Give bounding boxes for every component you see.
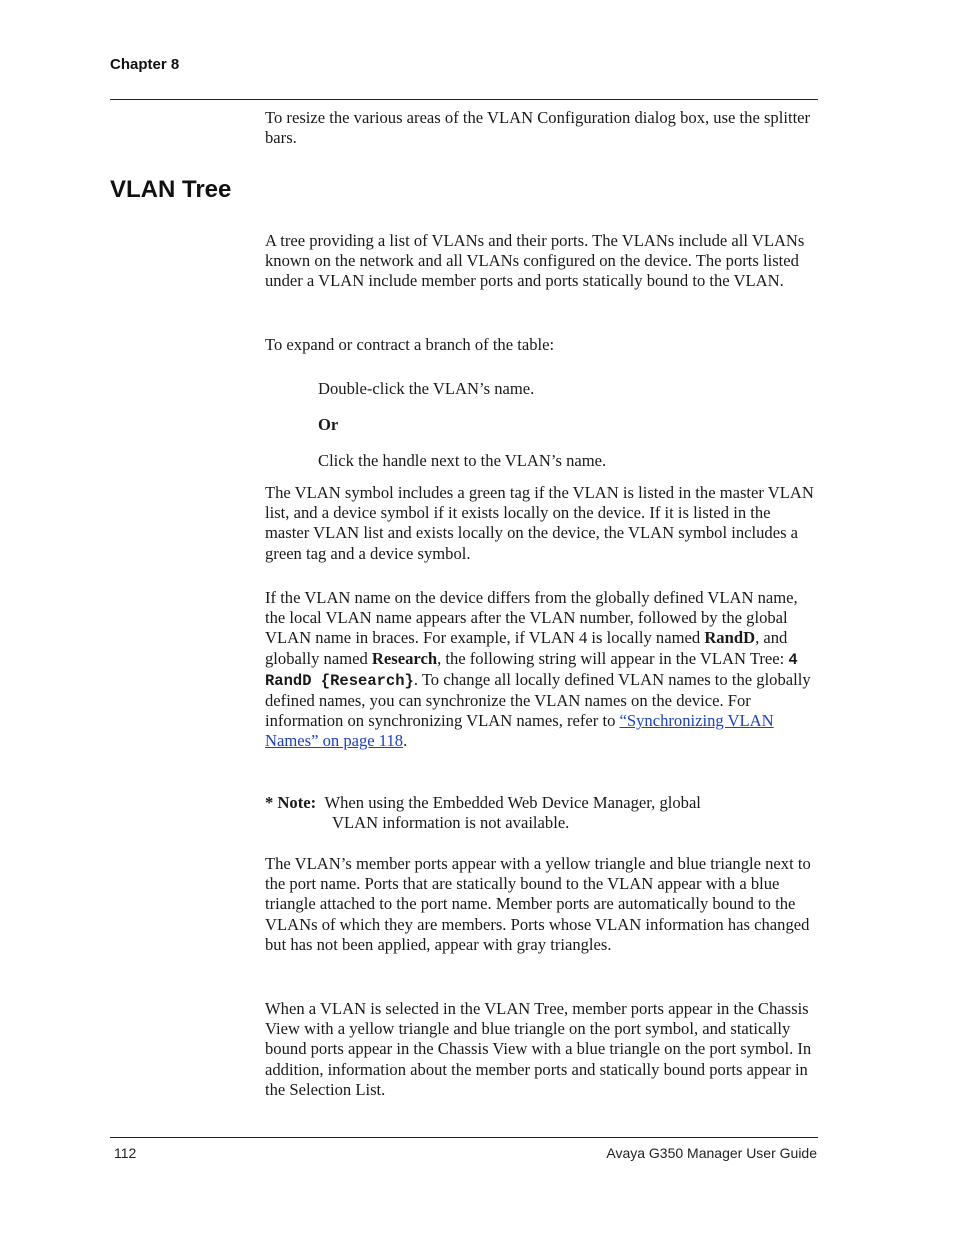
step-click-handle: Click the handle next to the VLAN’s name. [318,451,607,470]
or-separator: Or [318,415,339,434]
paragraph-vlan-tree-description: A tree providing a list of VLANs and their ports. The VLANs include all VLANs known on the network and all VLANs configured on the device. The ports listed under a VLAN include member ports and ports statically bound to the VLAN. [265,231,805,291]
guide-title: Avaya G350 Manager User Guide [606,1145,817,1161]
paragraph-expand-intro: To expand or contract a branch of the table: [265,335,555,354]
paragraph-chassis-view: When a VLAN is selected in the VLAN Tree, member ports appear in the Chassis View with a yellow triangle and blue triangle on the port symbol, and statically bound ports appear in the Chassis View with a blue triangle on the port symbol. In addition, information about the member ports and statically bound ports appear in the Selection List. [265,999,812,1099]
randd-bold: RandD [704,628,756,648]
research-bold: Research [371,648,438,668]
step-double-click: Double-click the VLAN’s name. [318,379,535,398]
p4-text-a: If the VLAN name on the device differs from the globally defined VLAN name, the local VLAN name appears after the VLAN number, followed by the global VLAN name in braces. For example, if VLAN 4 is locally named [265,588,798,648]
header-rule [110,99,818,100]
synchronizing-vlan-names-link[interactable]: “Synchronizing VLAN Names” on page 118 [265,711,774,751]
note-label: * Note: [265,793,317,812]
note-line-2: VLAN information is not available. [332,813,570,833]
p4-text-e: . [403,731,408,751]
section-heading: VLAN Tree [110,176,232,203]
p4-text-d: . To change all locally defined VLAN names to the globally defined names, you can synchronize the VLAN names on the device. For information on synchronizing VLAN names, refer to [265,669,811,731]
note-text-1: When using the Embedded Web Device Manager, global [324,793,701,812]
page-number: 112 [114,1145,137,1161]
paragraph-vlan-symbol: The VLAN symbol includes a green tag if the VLAN is listed in the master VLAN list, and a device symbol if it exists locally on the device. If it is listed in the master VLAN list and exists locally on the device, the VLAN symbol includes a green tag and a device symbol. [265,483,814,563]
p4-text-b: , and globally named [265,628,788,668]
code-sample: 4 RandD {Research} [265,650,798,690]
paragraph-member-ports: The VLAN’s member ports appear with a yellow triangle and blue triangle next to the port name. Ports that are statically bound to the VLAN appear with a blue triangle attached to the port name. Member ports are automatically bound to the VLANs of which they are members. Ports whose VLAN information has changed but has not been applied, appear with gray triangles. [265,854,811,954]
footer-rule [110,1137,818,1138]
chapter-label: Chapter 8 [110,56,180,73]
p4-text-c: , the following string will appear in the VLAN Tree: [437,648,789,668]
paragraph-vlan-name-differs [265,588,818,752]
intro-paragraph: To resize the various areas of the VLAN Configuration dialog box, use the splitter bars. [265,108,811,148]
note-block [265,793,818,833]
note-line-1 [265,793,818,813]
